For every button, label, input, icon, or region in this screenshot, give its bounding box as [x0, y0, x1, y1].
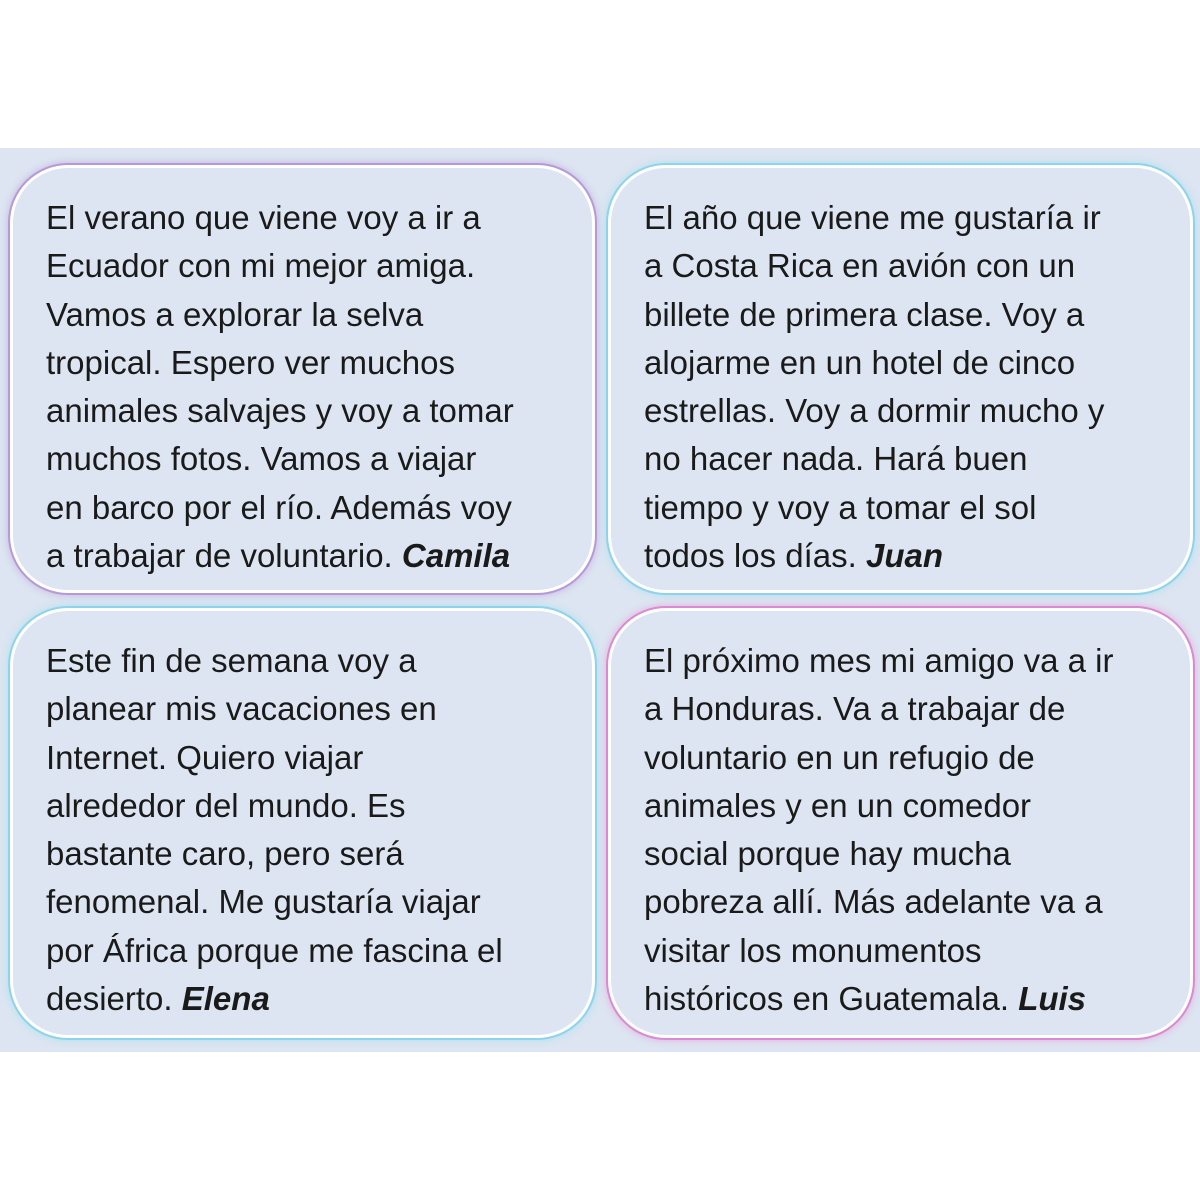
card-text: El año que viene me gustaría ir a Costa Rica en avión con un billete de primera clase. Voy a alojarme en un hotel de cinco estrellas. Voy a dormir mucho y no hacer nada. Hará buen tiempo y voy a tomar el sol todos los días.: [644, 199, 1105, 575]
text-card-juan: [608, 165, 1193, 593]
card-text: El verano que viene voy a ir a Ecuador con mi mejor amiga. Vamos a explorar la selva tropical. Espero ver muchos animales salvajes y voy a tomar muchos fotos. Vamos a viajar en barco por el río. Además voy a trabajar de voluntario.: [46, 199, 514, 575]
author-name: Juan: [865, 537, 943, 575]
card-text: Este fin de semana voy a planear mis vacaciones en Internet. Quiero viajar alrededor del mundo. Es bastante caro, pero será fenomenal. Me gustaría viajar por África porque me fascina el desierto.: [46, 642, 503, 1018]
author-name: Camila: [401, 537, 511, 575]
text-card-elena: [10, 608, 595, 1038]
author-name: Elena: [181, 980, 270, 1018]
text-card-luis: [608, 608, 1193, 1038]
text-card-camila: [10, 165, 595, 593]
author-name: Luis: [1018, 980, 1087, 1018]
card-text: El próximo mes mi amigo va a ir a Honduras. Va a trabajar de voluntario en un refugio de animales y en un comedor social porque hay mucha pobreza allí. Más adelante va a visitar los monumentos históricos en Guatemala.: [644, 642, 1114, 1018]
